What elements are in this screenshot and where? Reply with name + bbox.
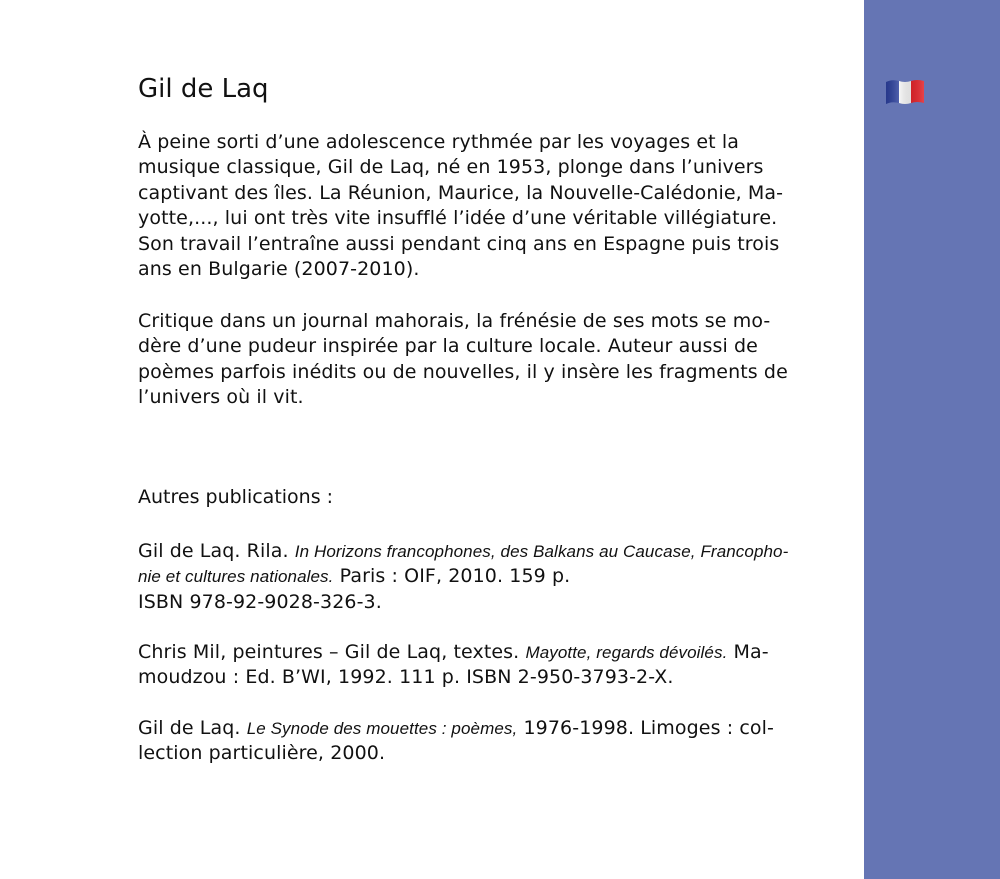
publication-line	[138, 590, 843, 615]
publication-text: ISBN 978-92-9028-326-3.	[138, 590, 382, 613]
publication-text: Gil de Laq.	[138, 717, 247, 739]
publication-text: Chris Mil, peintures – Gil de Laq, textes.	[138, 641, 526, 663]
publication-line	[138, 564, 843, 589]
bio-paragraph-2-line: dère d’une pudeur inspirée par la culture locale. Auteur aussi de	[138, 335, 758, 358]
side-bar	[864, 0, 1000, 879]
publications-heading: Autres publications :	[138, 486, 334, 508]
publication-italic-title: Le Synode des mouettes : poèmes,	[246, 719, 518, 738]
bio-paragraph-2-line: poèmes parfois inédits ou de nouvelles, il y insère les fragments de	[138, 360, 788, 383]
bio-paragraph-1-line: musique classique, Gil de Laq, né en 1953, plonge dans l’univers	[138, 156, 764, 179]
bio-paragraph-2-line: Critique dans un journal mahorais, la frénésie de ses mots se mo-	[138, 310, 771, 332]
publication-text: 1976-1998. Limoges : col-	[517, 717, 774, 739]
france-flag-icon	[886, 79, 924, 105]
publication-text: Ma-	[727, 641, 769, 663]
publication-line	[138, 640, 843, 665]
bio-paragraph-1-line: Son travail l’entraîne aussi pendant cinq ans en Espagne puis trois	[138, 232, 780, 255]
publication-entry-2	[138, 640, 843, 691]
publication-line	[138, 716, 843, 741]
bio-paragraph-1-line: À peine sorti d’une adolescence rythmée par les voyages et la	[138, 131, 739, 153]
bio-paragraph-2	[138, 309, 838, 411]
bio-paragraph-1-line: captivant des îles. La Réunion, Maurice, la Nouvelle-Calédonie, Ma-	[138, 181, 784, 204]
publication-line	[138, 539, 843, 564]
publication-entry-3	[138, 716, 843, 767]
publication-text: Paris : OIF, 2010. 159 p.	[333, 565, 571, 588]
flag-shading	[886, 80, 924, 104]
bio-paragraph-1	[138, 130, 838, 282]
publication-italic-title: Mayotte, regards dévoilés.	[525, 643, 728, 662]
publication-italic-title: In Horizons francophones, des Balkans au Caucase, Francopho-	[294, 542, 789, 561]
publication-text: moudzou : Ed. B’WI, 1992. 111 p. ISBN 2-950-3793-2-X.	[138, 666, 674, 689]
publication-line	[138, 741, 843, 766]
bio-paragraph-1-line: yotte,..., lui ont très vite insufflé l’idée d’une véritable villégiature.	[138, 207, 778, 230]
bio-paragraph-1-line: ans en Bulgarie (2007-2010).	[138, 258, 420, 281]
page-title: Gil de Laq	[138, 74, 269, 104]
publication-line	[138, 665, 843, 690]
publication-entry-1	[138, 539, 843, 615]
bio-paragraph-2-line: l’univers où il vit.	[138, 386, 304, 409]
publication-italic-title: nie et cultures nationales.	[138, 567, 334, 587]
publication-text: lection particulière, 2000.	[138, 742, 386, 765]
publication-text: Gil de Laq. Rila.	[138, 540, 295, 562]
